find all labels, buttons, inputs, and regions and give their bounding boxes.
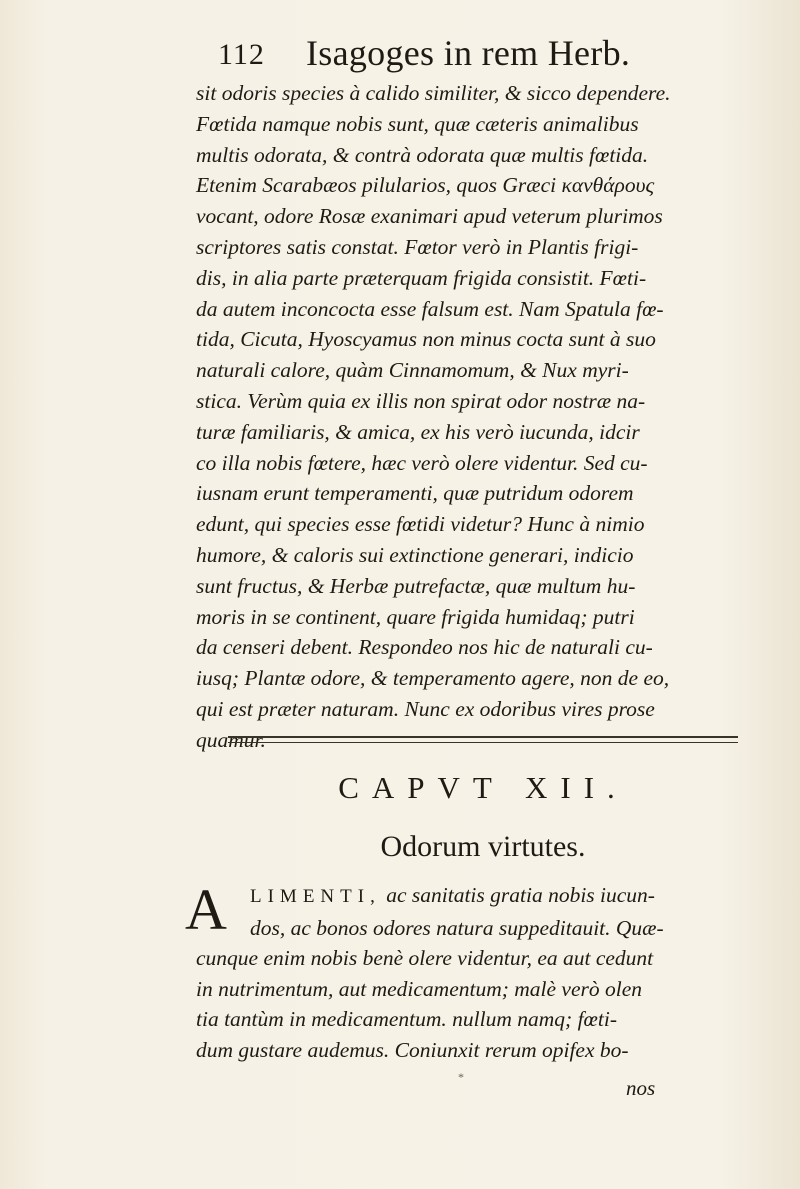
text-line-rest: ac sanitatis gratia nobis iucun- — [380, 883, 655, 907]
chapter-paragraph — [196, 880, 758, 1065]
text-line: tida, Cicuta, Hyoscyamus non minus cocta sunt à suo — [196, 327, 656, 352]
text-line — [196, 880, 758, 913]
text-line: multis odorata, & contrà odorata quæ multis fœtida. — [196, 142, 649, 167]
drop-cap: A — [185, 877, 227, 942]
chapter-heading: CAPVT XII. — [338, 770, 628, 805]
text-line: stica. Verùm quia ex illis non spirat odor nostræ na- — [196, 388, 646, 413]
text-line: da censeri debent. Respondeo nos hic de naturali cu- — [196, 635, 653, 660]
text-line: iusq; Plantæ odore, & temperamento agere, non de eo, — [196, 666, 670, 691]
text-line: cunque enim nobis benè olere videntur, ea aut cedunt — [196, 946, 654, 970]
text-line: Etenim Scarabæos pilularios, quos Græci κανθάρους — [196, 173, 655, 198]
page-number: 112 — [218, 38, 265, 71]
text-line: dos, ac bonos odores natura suppeditauit. Quæ- — [250, 915, 664, 940]
text-line: co illa nobis fœtere, hæc verò olere videntur. Sed cu- — [196, 450, 648, 475]
text-line: turæ familiaris, & amica, ex his verò iucunda, idcir — [196, 419, 640, 444]
text-line: vocant, odore Rosæ exanimari apud veterum plurimos — [196, 204, 663, 229]
section-divider — [228, 736, 738, 738]
text-line: quamur. — [196, 727, 266, 752]
text-line: qui est præter naturam. Nunc ex odoribus vires prose — [196, 696, 655, 721]
text-line: in nutrimentum, aut medicamentum; malè verò olen — [196, 976, 643, 1001]
body-paragraph — [196, 78, 756, 756]
text-line: sunt fructus, & Herbæ putrefactæ, quæ multum hu- — [196, 573, 636, 598]
ink-mark-icon: * — [458, 1070, 464, 1084]
page-header — [196, 32, 676, 76]
chapter-subtitle: Odorum virtutes. — [380, 830, 586, 863]
text-line: dum gustare audemus. Coniunxit rerum opifex bo- — [196, 1037, 629, 1062]
small-caps-opening: LIMENTI, — [250, 886, 381, 907]
running-head: Isagoges in rem Herb. — [306, 33, 631, 73]
text-line: edunt, qui species esse fœtidi videtur? Hunc à nimio — [196, 512, 645, 537]
text-line: humore, & caloris sui extinctione generari, indicio — [196, 542, 634, 567]
text-line: scriptores satis constat. Fœtor verò in Plantis frigi- — [196, 234, 639, 259]
text-line: sit odoris species à calido similiter, & sicco dependere. — [196, 81, 671, 105]
text-line: Fœtida namque nobis sunt, quæ cæteris animalibus — [196, 111, 639, 136]
text-line: da autem inconcocta esse falsum est. Nam Spatula fœ- — [196, 296, 664, 321]
text-line: dis, in alia parte præterquam frigida consistit. Fœti- — [196, 265, 647, 290]
text-line: moris in se continent, quare frigida humidaq; putri — [196, 604, 635, 629]
catchword: nos — [626, 1076, 656, 1100]
text-line: iusnam erunt temperamenti, quæ putridum odorem — [196, 481, 634, 506]
section-divider-thin — [228, 742, 738, 743]
text-line: naturali calore, quàm Cinnamomum, & Nux myri- — [196, 358, 629, 383]
text-line: tia tantùm in medicamentum. nullum namq; fœti- — [196, 1007, 618, 1031]
